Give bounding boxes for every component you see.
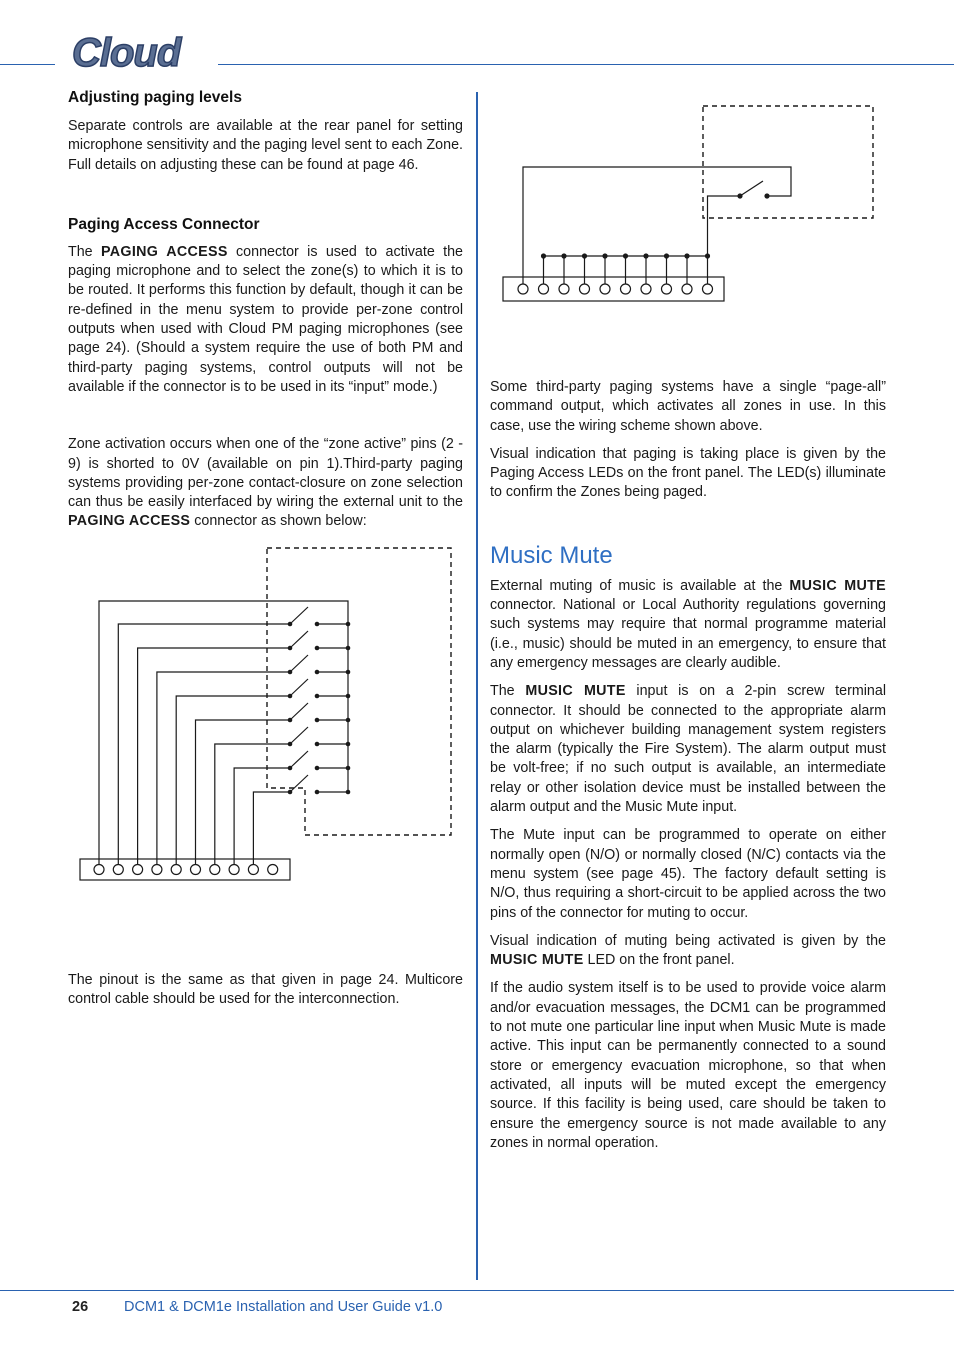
- column-divider: [476, 92, 478, 1280]
- common-wire: [523, 167, 791, 284]
- switch-blade: [290, 607, 308, 624]
- connector-pin: [268, 865, 278, 875]
- switch-blade: [290, 703, 308, 720]
- connector-pin: [580, 284, 590, 294]
- connector-pin: [559, 284, 569, 294]
- zone-wire: [176, 696, 290, 864]
- connector-pin: [248, 865, 258, 875]
- connector-pin: [662, 284, 672, 294]
- connector-pin: [682, 284, 692, 294]
- zone-bus-wire: [544, 196, 741, 256]
- per-zone-wiring-diagram: [78, 545, 458, 885]
- connector-pin: [94, 865, 104, 875]
- page-all-note: Some third-party paging systems have a single “page-all” command output, which activates all zones in use. In this case, use the wiring scheme shown above.: [490, 379, 886, 434]
- header-rule-right: [218, 64, 954, 65]
- music-mute-p4: Visual indication of muting being activated is given by the MUSIC MUTE LED on the front panel.: [490, 932, 886, 969]
- adjusting-paging-body: Separate controls are available at the rear panel for setting microphone sensitivity and the paging level sent to each Zone. Full details on adjusting these can be found at page 46.: [68, 118, 463, 173]
- cloud-logo: [68, 30, 208, 72]
- right-column: [490, 378, 886, 1153]
- connector-pin: [113, 865, 123, 875]
- music-mute-p2: The MUSIC MUTE input is on a 2-pin screw terminal connector. It should be connected to the appropriate alarm output on whichever building management system registers the alarm (typically the Fire System). The alarm output must be volt-free; if no such output is available, an intermediate relay or other isolation device must be installed between the alarm output and the Music Mute input.: [490, 683, 886, 816]
- switch-blade: [290, 631, 308, 648]
- bus-junction-dot: [346, 622, 351, 627]
- paging-access-heading: Paging Access Connector: [68, 215, 260, 233]
- page-all-wiring-diagram: [500, 103, 880, 308]
- bus-junction-dot: [346, 718, 351, 723]
- connector-pin: [600, 284, 610, 294]
- left-column: [68, 88, 463, 532]
- pinout-note: The pinout is the same as that given in page 24. Multicore control cable should be used for the interconnection.: [68, 972, 463, 1008]
- music-mute-p1: External muting of music is available at the MUSIC MUTE connector. National or Local Authority regulations governing such systems may require that normal programme material (i.e., music) should be muted in an emergency, to ensure that any emergency messages are clearly audible.: [490, 577, 887, 671]
- switch-blade: [290, 775, 308, 792]
- paging-access-p2: Zone activation occurs when one of the “zone active” pins (2 - 9) is shorted to 0V (available on pin 1).Third-party paging systems providing per-zone contact-closure on zone selection can thus be easily interfaced by wiring the external unit to the PAGING ACCESS connector as shown below:: [68, 436, 463, 530]
- connector-pin: [210, 865, 220, 875]
- footer-rule: [0, 1290, 954, 1291]
- switch-blade: [290, 655, 308, 672]
- paging-led-note: Visual indication that paging is taking place is given by the Paging Access LEDs on the front panel. The LED(s) illuminate to confirm the Zones being paged.: [490, 445, 886, 501]
- external-unit-outline: [703, 106, 873, 218]
- switch-blade: [290, 679, 308, 696]
- connector-pin: [518, 284, 528, 294]
- header-rule-left: [0, 64, 55, 65]
- bus-junction-dot: [346, 790, 351, 795]
- connector-pin: [641, 284, 651, 294]
- connector-pin: [133, 865, 143, 875]
- music-mute-p5: If the audio system itself is to be used to provide voice alarm and/or evacuation messages, the DCM1 can be programmed to not mute one particular line input when Music Mute is made active. This input can be permanently connected to a sound store or emergency evacuation microphone, so that when activated, all inputs will be muted except the emergency source. If this facility is being used, care should be taken to ensure the emergency source is not made available to any zones in normal operation.: [490, 980, 886, 1151]
- connector-pin: [703, 284, 713, 294]
- common-wire: [99, 601, 348, 864]
- connector-pin: [171, 865, 181, 875]
- connector-pin: [229, 865, 239, 875]
- bus-junction-dot: [346, 670, 351, 675]
- bus-junction-dot: [346, 742, 351, 747]
- bus-junction-dot: [346, 766, 351, 771]
- switch-contact-dot: [764, 193, 769, 198]
- zone-wire: [215, 744, 290, 864]
- zone-wire: [234, 768, 290, 864]
- bus-junction-dot: [346, 694, 351, 699]
- svg-text:Cloud: Cloud: [72, 31, 181, 72]
- connector-pin: [621, 284, 631, 294]
- zone-wire: [253, 792, 290, 864]
- connector-block: [503, 277, 724, 301]
- switch-blade: [290, 751, 308, 768]
- footer-title: DCM1 & DCM1e Installation and User Guide v1.0: [124, 1299, 443, 1315]
- switch-blade: [290, 727, 308, 744]
- left-column-bottom: [68, 971, 463, 1010]
- bus-junction-dot: [346, 646, 351, 651]
- switch-blade: [740, 181, 763, 196]
- music-mute-p3: The Mute input can be programmed to operate on either normally open (N/O) or normally closed (N/C) contacts via the menu system (see page 45). The factory default setting is N/O, thus requiring a short-circuit to be applied across the two pins of the connector for muting to occur.: [490, 827, 886, 921]
- connector-pin: [539, 284, 549, 294]
- adjusting-paging-heading: Adjusting paging levels: [68, 89, 242, 106]
- paging-access-p1: The PAGING ACCESS connector is used to activate the paging microphone and to select the zone(s) to which it is to be routed. It performs this function by default, though it can be re-defined in the menu system to provide per-zone control outputs when used with Cloud PM paging microphones (see page 24). (Should a system require the use of both PM and third-party paging systems, control outputs will not be available if the connector is to be used in its “input” mode.): [68, 243, 464, 395]
- connector-pin: [152, 865, 162, 875]
- page-number: 26: [72, 1299, 89, 1315]
- connector-pin: [191, 865, 201, 875]
- music-mute-heading: Music Mute: [490, 541, 613, 569]
